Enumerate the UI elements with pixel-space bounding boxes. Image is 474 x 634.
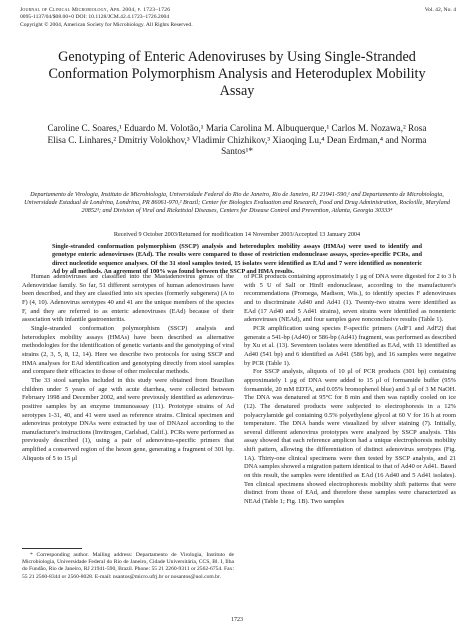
received-dates: Received 9 October 2003/Returned for modification 14 November 2003/Accepted 13 January 2004 — [113, 231, 361, 238]
corresponding-author-footnote — [22, 552, 234, 581]
paragraph: PCR amplification using species F-specific primers (AdF1 and AdF2) that generate a 541-bp (Ad40) or 586-bp (Ad41) fragment, was performed as described by Xu et al. (13). Seventeen isolates were identified as EAd, with 11 identified as Ad40 (541 bp) and 6 identified as Ad41 (586 bp), and 16 samples were negative by PCR (Table 1). — [244, 324, 456, 367]
footnote-divider — [22, 548, 82, 549]
paragraph: The 33 stool samples included in this study were obtained from Brazilian children under 5 years of age with acute diarrhea, were collected between February 1998 and December 2002, and were previously identified as adenovirus-positive samples by an enzyme immunoassay (11). Prototype strains of Ad serotypes 1-31, 40, and 41 were used as reference strains. Clinical specimen and adenovirus prototype DNAs were extracted by use of DNAzol according to the manufacturer's instructions (Invitrogen, Carlsbad, Calif.). PCRs were performed as previously described (1), using a pair of adenovirus-specific primers that amplified a conserved region of the hexon gene, generating a fragment of 301 bp. Aliquots of 5 to 15 μl — [22, 376, 234, 462]
paragraph: of PCR products containing approximately 1 μg of DNA were digested for 2 to 3 h with 5 U of SalI or HinfI endonuclease, according to the manufacturer's recommendations (Promega, Madison, Wis.), to identify species F adenoviruses and to discriminate Ad40 and Ad41 (1). Twenty-two strains were identified as EAd (17 Ad40 and 5 Ad41 strains), seven strains were identified as nonenteric adenoviruses (NEAd), and four samples gave nonconclusive results (Table 1). — [244, 273, 456, 324]
abstract: Single-stranded conformation polymorphism (SSCP) analysis and heteroduplex mobility assays (HMAs) were used to identify and genotype enteric adenoviruses (EAd). The results were compared to those of restriction endonuclease assays, species-specific PCRs, and direct nucleotide sequence analyses. Of the 31 stool samples tested, 15 isolates were identified as EAd and 7 were identified as nonenteric Ad by all methods. An agreement of 100% was found between the SSCP and HMA results. — [52, 243, 422, 275]
author-list: Caroline C. Soares,¹ Eduardo M. Volotão,¹ Maria Carolina M. Albuquerque,¹ Carlos M. Nozawa,² Rosa Elisa C. Linhares,² Dmitriy Volokhov,³ Vladimir Chizhikov,³ Xiaoqing Lu,⁴ Dean Erdman,⁴ and Norma Santos¹* — [47, 123, 427, 157]
page-number: 1723 — [231, 617, 243, 623]
article-title: Genotyping of Enteric Adenoviruses by Using Single-Stranded Conformation Polymorphism Analysis and Heteroduplex Mobility Assay — [48, 49, 426, 100]
left-body-text — [22, 273, 234, 463]
affiliations: Departamento de Virologia, Instituto de Microbiologia, Universidade Federal do Rio de Janeiro, Rio de Janeiro, RJ 21941-590,¹ and Departamento de Microbiologia, Universidade Estadual de Londrina, Londrina, PR 86061-970,² Brazil; Center for Biologics Evaluation and Research, Food and Drug Administration, Rockville, Maryland 20852³; and Division of Viral and Rickettsial Diseases, Centers for Disease Control and Prevention, Atlanta, Georgia 30333⁴ — [24, 191, 450, 215]
paragraph: Human adenoviruses are classified into the Mastadenovirus genus of the Adenoviridae family. So far, 51 different serotypes of human adenoviruses have been described, and they are classified into six species (formerly subgenera) (A to F) (4, 10). Adenovirus serotypes 40 and 41 are the unique members of the species F, and they are referred to as enteric adenoviruses (EAd) because of their association with infantile gastroenteritis. — [22, 273, 234, 324]
volume-issue: Vol. 42, No. 4 — [424, 7, 456, 13]
issn-doi-line: 0095-1137/04/$08.00+0 DOI: 10.1128/JCM.42.4.1723–1726.2004 — [20, 14, 170, 21]
paragraph: For SSCP analysis, aliquots of 10 μl of PCR products (301 bp) containing approximately 1 μg of DNA were added to 15 μl of formamide buffer (95% formamide, 20 mM EDTA, and 0.05% bromophenol blue) and 3 μl of 3 M NaOH. The DNA was denatured at 95°C for 8 min and then was rapidly cooled on ice (12). The denatured products were subjected to electrophoresis in a 12% polyacrylamide gel containing 0.5% polyethylene glycol at 60 V for 16 h at room temperature. The DNA bands were visualized by silver staining (7). Initially, several different adenovirus prototypes were analyzed by SSCP analysis. This assay showed that each reference amplicon had a unique electrophoresis mobility shift pattern, allowing the differentiation of distinct adenovirus serotypes (Fig. 1A). Thirty-one clinical specimens were then tested by SSCP analysis, and 21 DNA samples showed a migration pattern identical to that of Ad40 or Ad41. Based on this result, the samples were identified as EAd (16 Ad40 and 5 Ad41 isolates). Ten clinical specimens showed electrophoresis mobility shift patterns that were distinct from those of EAd, and therefore these samples were characterized as NEAd (Table 1; Fig. 1B). Two samples — [244, 368, 456, 506]
right-column — [244, 273, 456, 507]
copyright-line: Copyright © 2004, American Society for Microbiology. All Rights Reserved. — [20, 21, 193, 28]
journal-citation: Journal of Clinical Microbiology, Apr. 2004, p. 1723–1726 — [20, 7, 171, 13]
footnote-text: * Corresponding author. Mailing address: Departamento de Virologia, Instituto de Microbiologia, Universidade Federal do Rio de Janeiro, Cidade Universitária, CCS, Bl. I, Ilha do Fundão, Rio de Janeiro, RJ 21941-590, Brazil. Phone: 55 21 2260-9311 or 2562-6754. Fax: 55 21 2560-8344 or 2560-8028. E-mail: nsantos@micro.ufrj.br or nosantos@uol.com.br. — [22, 552, 234, 580]
paragraph: Single-stranded conformation polymorphism (SSCP) analysis and heteroduplex mobility assays (HMAs) have been described as alternative methodologies for the identification of genetic variants and the genotyping of viral strains (2, 3, 5, 8, 12, 14). Here we describe two protocols for using SSCP and HMA analyses for EAd identification and genotyping directly from stool samples and compare their efficacies to those of other molecular methods. — [22, 324, 234, 376]
running-header — [20, 7, 193, 29]
